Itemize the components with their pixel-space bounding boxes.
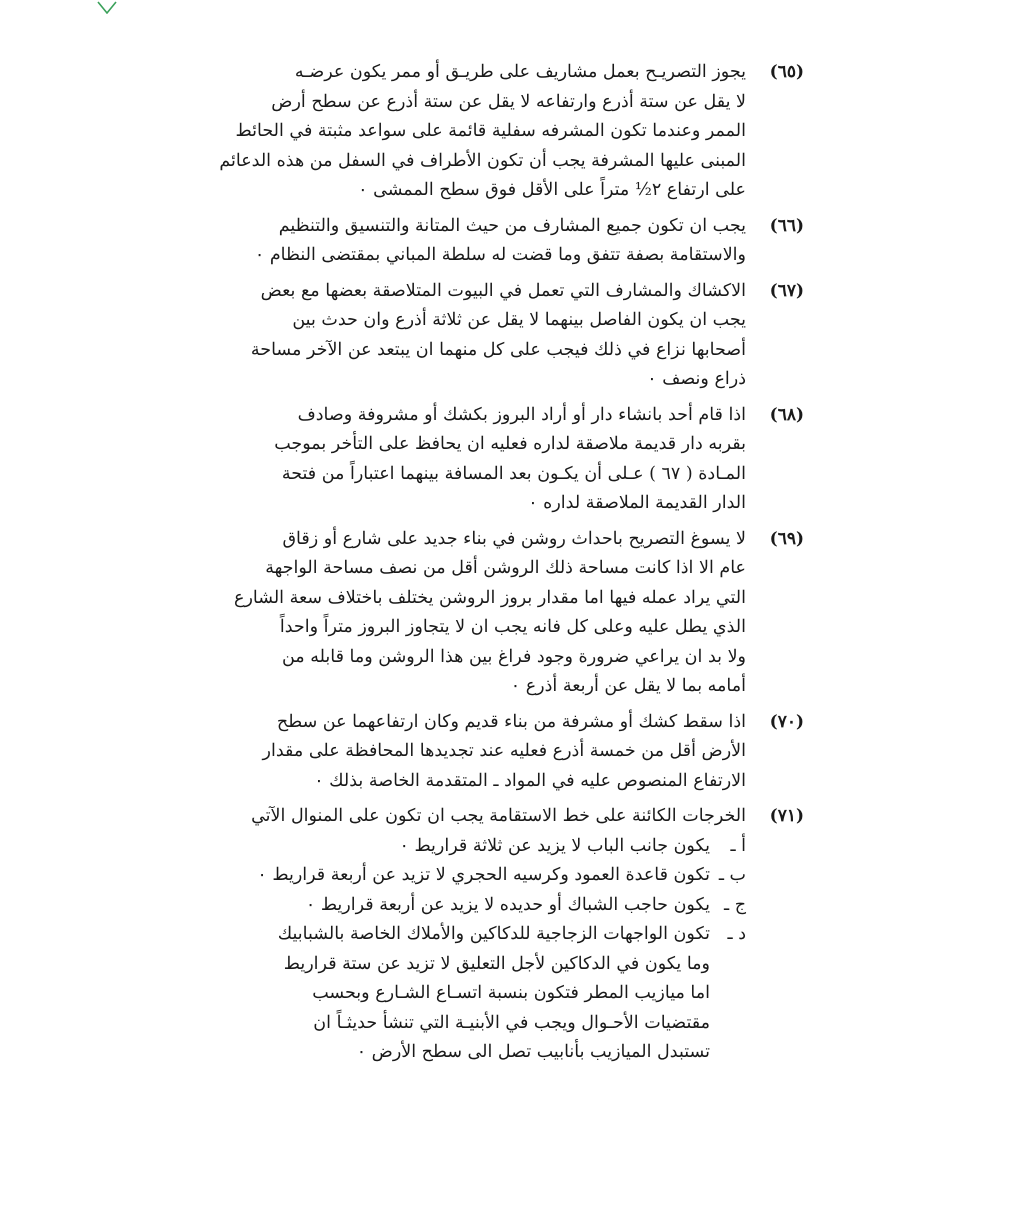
article-line: أمامه بما لا يقل عن أربعة أذرع ٠ (510, 676, 746, 696)
sub-clause (228, 861, 746, 891)
sub-clause-letter: أ ـ (730, 835, 746, 856)
article-line: الاكشاك والمشارف التي تعمل في البيوت المتلاصقة بعضها مع بعض (260, 280, 746, 301)
article-line: لا يسوغ التصريح باحداث روشن في بناء جديد على شارع أو زقاق (282, 528, 746, 549)
sub-clause-line: يكون جانب الباب لا يزيد عن ثلاثة قراريط ٠ (399, 835, 710, 856)
article-line: الدار القديمة الملاصقة لداره ٠ (528, 493, 746, 513)
article-line: عام الا اذا كانت مساحة ذلك الروشن أقل من نصف مساحة الواجهة (265, 558, 746, 578)
article-line: ولا بد ان يراعي ضرورة وجود فراغ بين هذا الروشن وما قابله من (281, 646, 746, 667)
article-69 (228, 525, 804, 702)
article-66 (228, 212, 804, 271)
sub-clause (228, 920, 746, 1068)
article-number: (٧٠) (769, 711, 804, 732)
article-line: اذا قام أحد بانشاء دار أو أراد البروز بكشك أو مشروفة وصادف (297, 404, 746, 425)
sub-clause-line: تكون قاعدة العمود وكرسيه الحجري لا تزيد عن أربعة قراريط ٠ (257, 865, 710, 885)
article-line: يجب ان تكون جميع المشارف من حيث المتانة والتنسيق والتنظيم (278, 215, 746, 236)
article-line: اذا سقط كشك أو مشرفة من بناء قديم وكان ارتفاعهما عن سطح (276, 711, 746, 732)
sub-clause-line: تكون الواجهات الزجاجية للدكاكين والأملاك الخاصة بالشبابيك (277, 924, 710, 944)
article-line: المبنى عليها المشرفة يجب أن تكون الأطراف في السفل من هذه الدعائم (219, 150, 746, 171)
article-line: ذراع ونصف ٠ (647, 369, 746, 389)
article-65 (219, 58, 804, 206)
article-line: على ارتفاع ٢½ متراً على الأقل فوق سطح الممشى ٠ (358, 180, 746, 200)
sub-clause-line: مقتضيات الأحـوال ويجب في الأبنيـة التي تنشأ حديثـاً ان (313, 1012, 710, 1033)
sub-clause-line: يكون حاجب الشباك أو حديده لا يزيد عن أربعة قراريط ٠ (305, 894, 710, 915)
sub-clause-line: وما يكون في الدكاكين لأجل التعليق لا تزيد عن ستة قراريط (283, 953, 710, 974)
article-line: والاستقامة بصفة تتفق وما قضت له سلطة المباني بمقتضى النظام ٠ (254, 245, 746, 265)
article-line: يجوز التصريـح بعمل مشاريف على طريـق أو ممر يكون عرضـه (294, 62, 746, 82)
article-number: (٦٩) (769, 528, 804, 549)
article-line: الممر وعندما تكون المشرفه سفلية قائمة على سواعد مثبتة في الحائط (235, 121, 746, 141)
article-68 (228, 401, 804, 519)
sub-clause-list (228, 832, 746, 1068)
article-line: يجب ان يكون الفاصل بينهما لا يقل عن ثلاثة أذرع وان حدث بين (292, 310, 746, 330)
article-67 (228, 277, 804, 395)
sub-clause (228, 891, 746, 921)
sub-clause-line: اما ميازيب المطر فتكون بنسبة اتسـاع الشـارع وبحسب (312, 983, 710, 1003)
article-line: بقربه دار قديمة ملاصقة لداره فعليه ان يحافظ على التأخر بموجب (274, 434, 746, 454)
sub-clause-letter: د ـ (727, 924, 746, 944)
article-intro: الخرجات الكائنة على خط الاستقامة يجب ان تكون على المنوال الآتي (251, 806, 746, 826)
article-number: (٦٥) (769, 62, 804, 82)
article-number: (٦٨) (769, 404, 804, 425)
sub-clause-line: تستبدل الميازيب بأنابيب تصل الى سطح الأرض ٠ (356, 1042, 710, 1062)
article-71 (228, 802, 804, 1068)
article-number: (٦٧) (769, 280, 804, 301)
sub-clause (228, 832, 746, 862)
article-line: لا يقل عن ستة أذرع وارتفاعه لا يقل عن ستة أذرع عن سطح أرض (271, 91, 746, 112)
article-line: أصحابها نزاع في ذلك فيجب على كل منهما ان يبتعد عن الآخر مساحة (250, 339, 746, 360)
article-line: الذي يطل عليه وعلى كل فانه يجب ان لا يتجاوز البروز متراً واحداً (279, 617, 746, 637)
article-70 (228, 708, 804, 797)
article-line: التي يراد عمله فيها اما مقدار بروز الروشن يختلف باختلاف سعة الشارع (234, 587, 746, 608)
article-number: (٦٦) (769, 215, 804, 236)
article-line: الارتفاع المنصوص عليه في المواد ـ المتقدمة الخاصة بذلك ٠ (314, 770, 746, 791)
article-line: الأرض أقل من خمسة أذرع فعليه عند تجديدها المحافظة على مقدار (262, 741, 746, 761)
article-number: (٧١) (769, 806, 804, 826)
document-page (219, 58, 804, 1068)
sub-clause-letter: ج ـ (724, 894, 746, 915)
corner-mark-icon (96, 0, 118, 14)
sub-clause-letter: ب ـ (718, 865, 746, 885)
article-line: المـادة ( ٦٧ ) عـلى أن يكـون بعد المسافة بينهما اعتباراً من فتحة (281, 463, 746, 484)
